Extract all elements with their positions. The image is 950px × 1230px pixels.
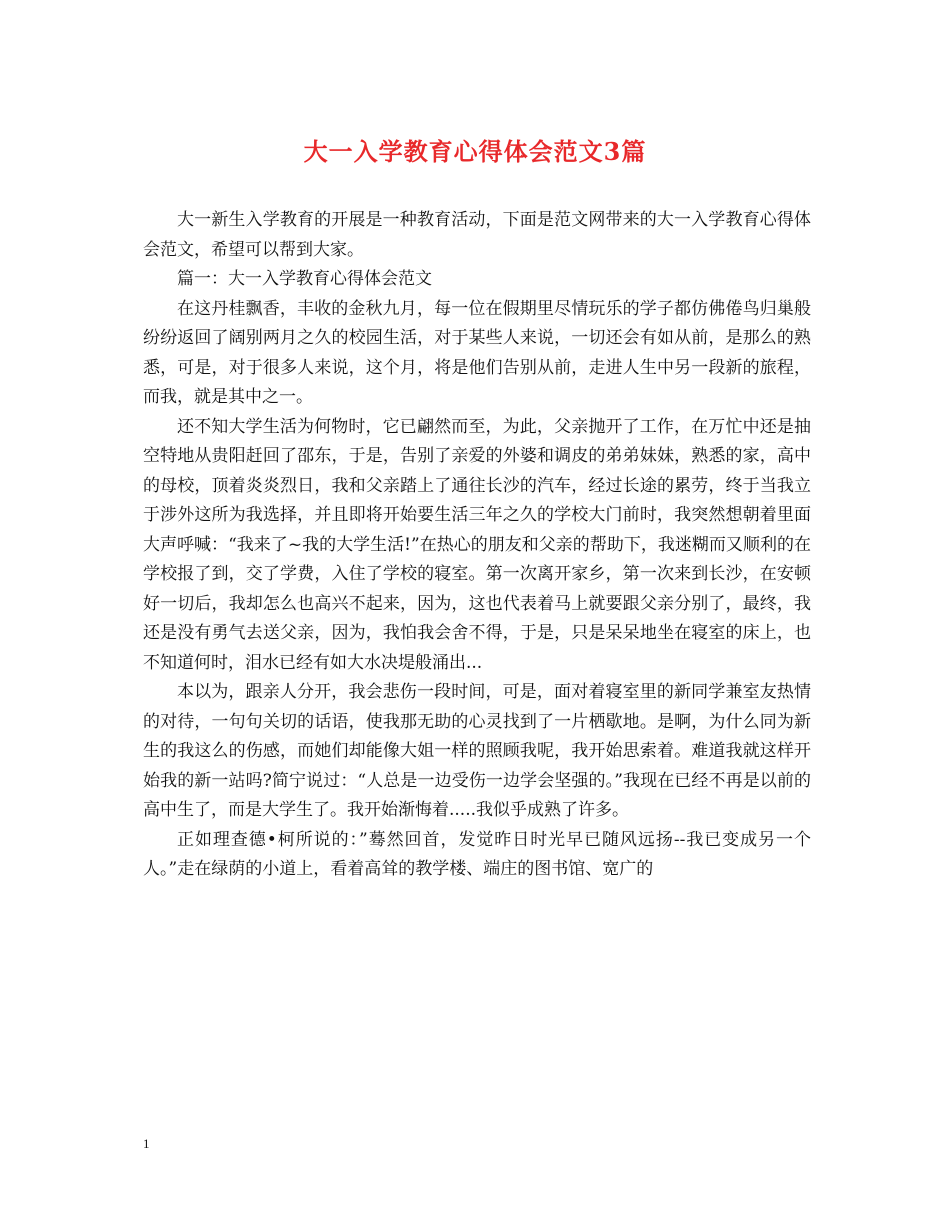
- paragraph: 在这丹桂飘香，丰收的金秋九月，每一位在假期里尽情玩乐的学子都仿佛倦鸟归巢般纷纷返回了阔别两月之久的校园生活，对于某些人来说，一切还会有如从前，是那么的熟悉，可是，对于很多人来说，这个月，将是他们告别从前，走进人生中另一段新的旅程，而我，就是其中之一。: [143, 298, 811, 407]
- document-body: [143, 206, 811, 885]
- document-title: 大一入学教育心得体会范文3篇: [303, 137, 647, 166]
- section-heading: 篇一：大一入学教育心得体会范文: [177, 269, 432, 289]
- paragraph: 正如理查德•柯所说的：”蓦然回首，发觉昨日时光早已随风远扬--我已变成另一个人。”走在绿荫的小道上，看着高耸的教学楼、端庄的图书馆、宽广的: [143, 829, 811, 879]
- paragraph-intro: 大一新生入学教育的开展是一种教育活动，下面是范文网带来的大一入学教育心得体会范文，希望可以帮到大家。: [143, 210, 811, 260]
- paragraph: 还不知大学生活为何物时，它已翩然而至，为此，父亲抛开了工作，在万忙中还是抽空特地从贵阳赶回了邵东，于是，告别了亲爱的外婆和调皮的弟弟妹妹，熟悉的家，高中的母校，顶着炎炎烈日，我和父亲踏上了通往长沙的汽车，经过长途的累劳，终于当我立于涉外这所为我选择，并且即将开始要生活三年之久的学校大门前时，我突然想朝着里面大声呼喊：“我来了~我的大学生活!”在热心的朋友和父亲的帮助下，我迷糊而又顺利的在学校报了到，交了学费，入住了学校的寝室。第一次离开家乡，第一次来到长沙，在安顿好一切后，我却怎么也高兴不起来，因为，这也代表着马上就要跟父亲分别了，最终，我还是没有勇气去送父亲，因为，我怕我会舍不得，于是，只是呆呆地坐在寝室的床上，也不知道何时，泪水已经有如大水决堤般涌出...: [143, 416, 811, 673]
- paragraph: 本以为，跟亲人分开，我会悲伤一段时间，可是，面对着寝室里的新同学兼室友热情的对待，一句句关切的话语，使我那无助的心灵找到了一片栖歇地。是啊，为什么同为新生的我这么的伤感，而她们却能像大姐一样的照顾我呢，我开始思索着。难道我就这样开始我的新一站吗?简宁说过：“人总是一边受伤一边学会坚强的。”我现在已经不再是以前的高中生了，而是大学生了。我开始渐悔着.....我似乎成熟了许多。: [143, 682, 811, 820]
- page-number: 1: [143, 1136, 150, 1151]
